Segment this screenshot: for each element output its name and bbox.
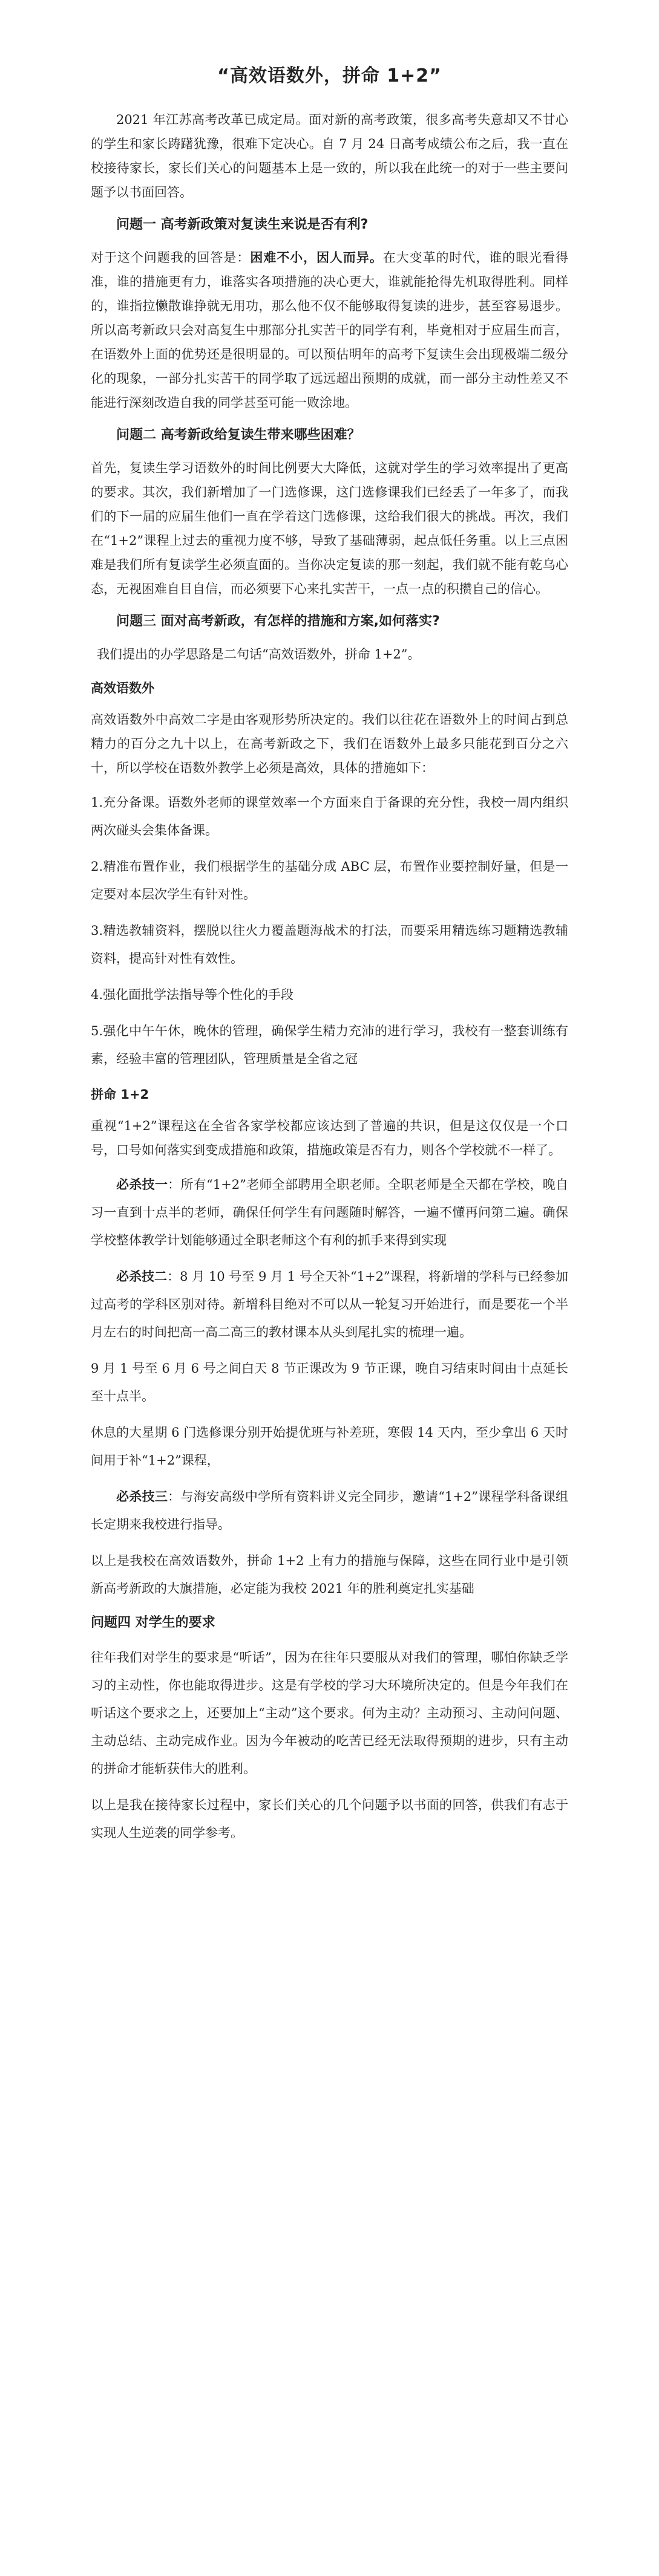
tip-2-text: ：8 月 10 号至 9 月 1 号全天补“1+2”课程，将新增的学科与已经参加过高考的学科区别对待。新增科目绝对不可以从一轮复习开始进行，而是要花一个半月左右的时间把高一高二高三的教材课本从头到尾扎实的梳理一遍。 (91, 1269, 569, 1339)
q4-heading: 问题四 对学生的要求 (91, 1615, 215, 1630)
document-title: “高效语数外，拼命 1+2” (217, 65, 442, 86)
q3-schedule-2: 休息的大星期 6 门选修课分别开始提优班与补差班，寒假 14 天内，至少拿出 6 天时间用于补“1+2”课程， (91, 1425, 568, 1468)
q3-tip-2 (91, 1263, 568, 1346)
q1-lead-bold: 困难不小，因人而异。 (250, 250, 383, 265)
tip-1-label: 必杀技一 (116, 1177, 168, 1192)
q1-paragraph (91, 246, 568, 415)
q3-schedule-1: 9 月 1 号至 6 月 6 号之间白天 8 节正课改为 9 节正课，晚自习结束时间由十点延长至十点半。 (91, 1361, 568, 1403)
q3-item-2: 2.精准布置作业，我们根据学生的基础分成 ABC 层，布置作业要控制好量，但是一定要对本层次学生有针对性。 (91, 859, 568, 902)
q3-item-4: 4.强化面批学法指导等个性化的手段 (91, 987, 294, 1002)
q3-sub-heading-2: 拼命 1+2 (91, 1087, 149, 1102)
q2-paragraph: 首先，复读生学习语数外的时间比例要大大降低，这就对学生的学习效率提出了更高的要求。其次，我们新增加了一门选修课，这门选修课我们已经丢了一年多了，而我们的下一届的应届生他们一直在学着这门选修课，这给我们很大的挑战。再次，我们在“1+2”课程上过去的重视力度不够，导致了基础薄弱，起点低任务重。以上三点困难是我们所有复读学生必须直面的。当你决定复读的那一刻起，我们就不能有乾乌心态，无视困难自目自信，而必须要下心来扎实苦干，一点一点的积攒自己的信心。 (91, 461, 568, 596)
q3-summary: 以上是我校在高效语数外，拼命 1+2 上有力的措施与保障，这些在同行业中是引领新高考新政的大旗措施，必定能为我校 2021 年的胜利奠定扎实基础 (91, 1553, 568, 1596)
q3-intro: 我们提出的办学思路是二句话“高效语数外，拼命 1+2”。 (97, 647, 421, 662)
q3-sub2-body: 重视“1+2”课程这在全省各家学校都应该达到了普遍的共识，但是这仅仅是一个口号，口号如何落实到变成措施和政策，措施政策是否有力，则各个学校就不一样了。 (91, 1119, 568, 1157)
q1-body: 在大变革的时代，谁的眼光看得准，谁的措施更有力，谁落实各项措施的决心更大，谁就能抢得先机取得胜利。同样的，谁指拉懒散谁挣就无用功，那么他不仅不能够取得复读的进步，甚至容易退步。所以高考新政只会对高复生中那部分扎实苦干的同学有利，毕竟相对于应届生而言，在语数外上面的优势还是很明显的。可以预估明年的高考下复读生会出现极端二级分化的现象，一部分扎实苦干的同学取了远远超出预期的成就，而一部分主动性差又不能进行深刻改造自我的同学甚至可能一败涂地。 (91, 250, 569, 410)
q3-sub1-body: 高效语数外中高效二字是由客观形势所决定的。我们以往花在语数外上的时间占到总精力的百分之九十以上，在高考新政之下，我们在语数外上最多只能花到百分之六十，所以学校在语数外教学上必须是高效，具体的措施如下： (91, 712, 568, 775)
q1-heading: 问题一 高考新政策对复读生来说是否有利? (116, 217, 369, 232)
q3-heading: 问题三 面对高考新政，有怎样的措施和方案,如何落实? (116, 614, 440, 629)
document-page (0, 60, 659, 2576)
tip-2-label: 必杀技二 (116, 1269, 168, 1284)
tip-1-text: ：所有“1+2”老师全部聘用全职老师。全职老师是全天都在学校，晚自习一直到十点半的老师，确保任何学生有问题随时解答，一遍不懂再问第二遍。确保学校整体教学计划能够通过全职老师这个有利的抓手来得到实现 (91, 1177, 568, 1247)
q3-sub-heading-1: 高效语数外 (91, 681, 154, 695)
closing-paragraph: 以上是我在接待家长过程中，家长们关心的几个问题予以书面的回答，供我们有志于实现人生逆袭的同学参考。 (91, 1798, 568, 1840)
q3-tip-1 (91, 1171, 568, 1254)
q3-item-5: 5.强化中午午休，晚休的管理，确保学生精力充沛的进行学习，我校有一整套训练有素，经验丰富的管理团队，管理质量是全省之冠 (91, 1024, 568, 1066)
tip-3-text: ：与海安高级中学所有资料讲义完全同步，邀请“1+2”课程学科备课组长定期来我校进行指导。 (91, 1489, 568, 1532)
q4-paragraph: 往年我们对学生的要求是“听话”，因为在往年只要服从对我们的管理，哪怕你缺乏学习的主动性，你也能取得进步。这是有学校的学习大环境所决定的。但是今年我们在听话这个要求之上，还要加上“主动”这个要求。何为主动？主动预习、主动问问题、主动总结、主动完成作业。因为今年被动的吃苦已经无法取得预期的进步，只有主动的拼命才能斩获伟大的胜利。 (91, 1650, 568, 1776)
q3-tip-3 (91, 1483, 568, 1538)
q1-lead: 对于这个问题我的回答是： (91, 250, 251, 265)
tip-3-label: 必杀技三 (116, 1489, 168, 1504)
q2-heading: 问题二 高考新政给复读生带来哪些困难？ (116, 428, 361, 443)
q3-item-3: 3.精选教辅资料，摆脱以往火力覆盖题海战术的打法，而要采用精选练习题精选教辅资料，提高针对性有效性。 (91, 923, 568, 966)
intro-paragraph: 2021 年江苏高考改革已成定局。面对新的高考政策，很多高考失意却又不甘心的学生和家长踌躇犹豫，很难下定决心。自 7 月 24 日高考成绩公布之后，我一直在校接待家长，家长们关心的问题基本上是一致的，所以我在此统一的对于一些主要问题予以书面回答。 (91, 112, 568, 200)
q3-item-1: 1.充分备课。语数外老师的课堂效率一个方面来自于备课的充分性，我校一周内组织两次碰头会集体备课。 (91, 795, 568, 838)
